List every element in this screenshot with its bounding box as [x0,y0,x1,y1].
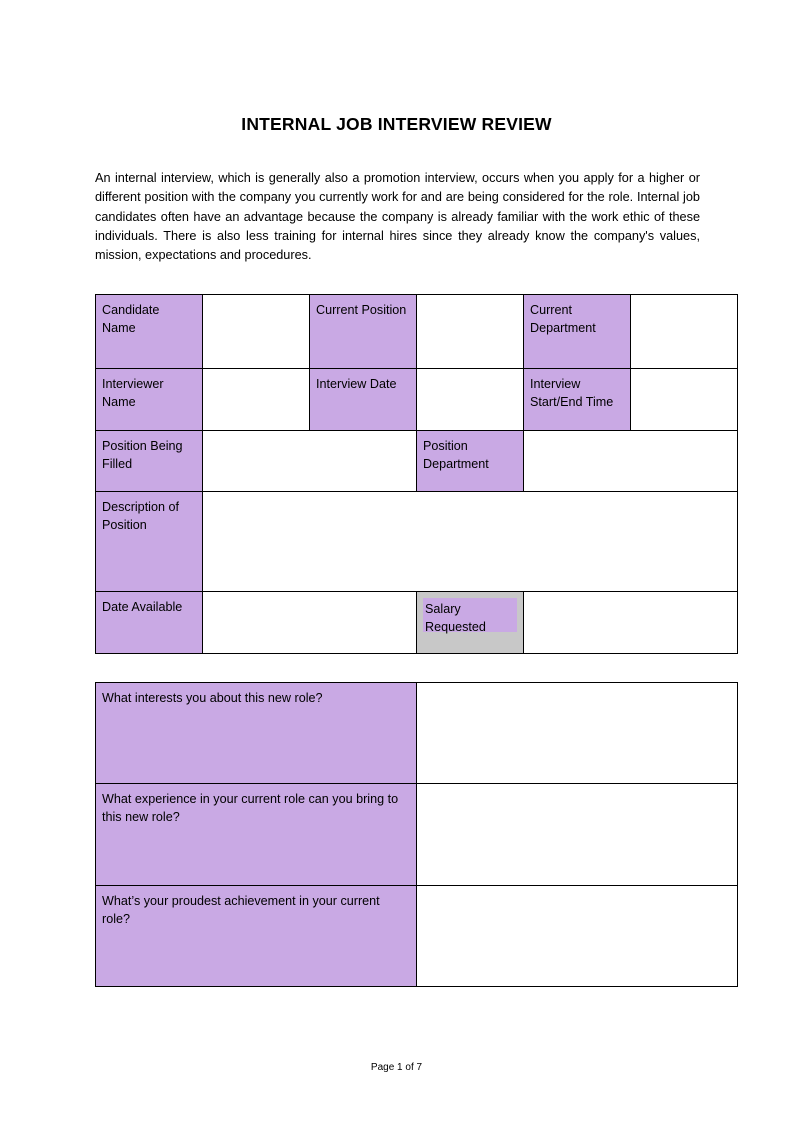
interview-date-label: Interview Date [310,369,417,431]
position-being-filled-label: Position Being Filled [96,431,203,492]
date-available-label: Date Available [96,592,203,654]
document-title: INTERNAL JOB INTERVIEW REVIEW [241,114,552,134]
interview-time-field[interactable] [631,369,738,431]
interviewer-name-field[interactable] [203,369,310,431]
date-available-field[interactable] [203,592,417,654]
question-achievement-answer[interactable] [417,886,738,987]
salary-requested-cell [417,592,524,654]
question-experience-answer[interactable] [417,784,738,886]
description-field[interactable] [203,492,738,592]
position-department-label: Position Department [417,431,524,492]
page-number: Page 1 of 7 [370,1062,423,1073]
position-department-field[interactable] [524,431,738,492]
current-position-label: Current Position [310,295,417,369]
candidate-info-table [95,294,738,654]
description-label: Description of Position [96,492,203,592]
current-position-field[interactable] [417,295,524,369]
salary-requested-label: Salary Requested [423,598,517,632]
questions-table [95,682,738,987]
interview-time-label: Interview Start/End Time [524,369,631,431]
salary-requested-field[interactable] [524,592,738,654]
question-experience-label: What experience in your current role can you bring to this new role? [96,784,417,886]
interview-date-field[interactable] [417,369,524,431]
question-interests-label: What interests you about this new role? [96,683,417,784]
candidate-name-label: Candidate Name [96,295,203,369]
question-interests-answer[interactable] [417,683,738,784]
question-achievement-label: What’s your proudest achievement in your current role? [96,886,417,987]
candidate-name-field[interactable] [203,295,310,369]
current-department-field[interactable] [631,295,738,369]
position-being-filled-field[interactable] [203,431,417,492]
interviewer-name-label: Interviewer Name [96,369,203,431]
current-department-label: Current Department [524,295,631,369]
intro-paragraph: An internal interview, which is generally also a promotion interview, occurs when you apply for a higher or different position with the company you currently work for and are being considered for the role. Internal job candidates often have an advantage because the company is already familiar with the work ethic of these individuals. There is also less training for internal hires since they already know the company's values, mission, expectations and procedures. [95,171,700,263]
